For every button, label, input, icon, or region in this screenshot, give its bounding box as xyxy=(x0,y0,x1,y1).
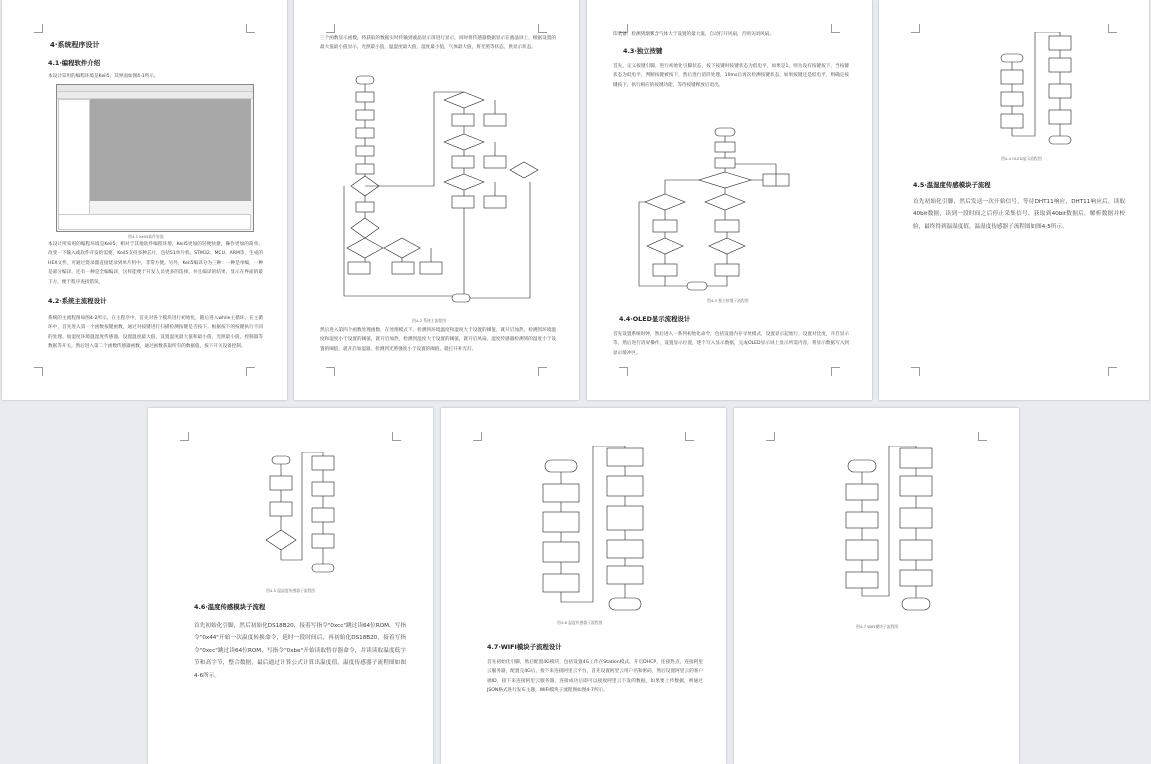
margin-mark xyxy=(246,367,255,376)
document-page-1[interactable] xyxy=(2,0,287,400)
heading: 4.1·编程软件介绍 xyxy=(48,59,101,67)
document-page-2[interactable] xyxy=(294,0,579,400)
menu-bar xyxy=(57,85,253,92)
ds18b20-flowchart xyxy=(537,446,657,616)
build-output-panel xyxy=(58,214,251,230)
margin-mark xyxy=(246,24,255,33)
paragraph: 三个函数显示函数，将获取的数据实时传输到液晶显示屏进行显示，同时将传感器数据显示在液晶屏上，根据设置的最大值最小值显示，光照最小值，温湿度最大值，湿度最小值，气体最大值，将光照等状态，供显示状态。 xyxy=(320,36,556,51)
margin-mark xyxy=(326,367,335,376)
heading: 4.3·独立按键 xyxy=(623,47,663,55)
wifi-flowchart xyxy=(842,446,942,616)
margin-mark xyxy=(911,367,920,376)
heading: 4.5·温湿度传感模块子流程 xyxy=(913,181,991,189)
heading: 4·系统程序设计 xyxy=(50,41,100,49)
margin-mark xyxy=(619,367,628,376)
paragraph: 首先初始化引脚，然后配置4G模块，包括设置4G工作在Station模式，开启DHCP，连接热点，连接阿里云服务器，配置完4G后，接下来连接阿里云平台，首先设置阿里云用户名和密码，然后设置阿里云的客户端ID，接下来连接阿里云服务器，连接成功后即可以接收阿里云下发的数据，如果要上传数据，则通过JSON格式进行发布主题，WIFI模块子流程图如图4-7所示。 xyxy=(487,660,703,694)
editor-area xyxy=(90,99,251,201)
margin-mark xyxy=(766,432,775,441)
margin-mark xyxy=(685,432,694,441)
margin-mark xyxy=(1108,24,1117,33)
main-flowchart xyxy=(334,72,544,308)
paragraph: 本设计采用的编程环境是Keil5，其界面如图4-1所示。 xyxy=(48,74,159,79)
paragraph: 首先初始化引脚，然后初始化DS18B20，接着写指令"0xcc"跳过读64位ROM，写指令"0x44"开始一次温度转换命令，延时一段时间后，再初始化DS18B20，接着写指令"0xcc"跳过读64位ROM，写指令"0xbe"开始读取暂存器命令，并读读取温度低字节和高字节，整合数据，最后通过计算公式计算出温度值，温度传感器子流程图如图4-6所示。 xyxy=(194,623,406,679)
margin-mark xyxy=(911,24,920,33)
document-page-6[interactable] xyxy=(441,408,726,764)
toolbar xyxy=(57,92,253,99)
margin-mark xyxy=(831,367,840,376)
margin-mark xyxy=(34,24,43,33)
paragraph: 首先，定义按键引脚，进行初始化引脚状态，按下按键时按键状态为低电平，如果是1，则为没有按键按下，当按键状态为低电平，判断按键被按下，然后进行消抖处理，10ms后再次检测按键状态，如果按键还是低电平，则确定按键按下，执行相应的按键功能，等待按键释放后退出。 xyxy=(613,64,849,88)
paragraph: 印装备，检测到烟雾含气体大于设置的最大值，自动打开风扇，否则关闭风扇。 xyxy=(613,32,774,37)
keil5-screenshot xyxy=(56,84,254,232)
document-page-4[interactable] xyxy=(879,0,1149,400)
margin-mark xyxy=(326,24,335,33)
heading: 4.6·温度传感模块子流程 xyxy=(194,603,266,611)
margin-mark xyxy=(1108,367,1117,376)
margin-mark xyxy=(34,367,43,376)
figure-caption: 图4-5 温湿度传感器子流程图 xyxy=(266,588,316,593)
figure-caption: 图4-1 Keil5软件界面 xyxy=(128,234,164,239)
paragraph: 首先设置系统时钟，然后进入一系列初始化命令，包括设置内存寻址模式，设置显示起始行，设置对比度，开启显示等，然后进行清屏操作，设置显示位置，逐个写入显示数据，完成OLED显示屏上显示所需内容，将显示数据写入到显示缓冲区。 xyxy=(613,332,849,356)
margin-mark xyxy=(538,367,547,376)
paragraph: 系统的主流程图如图4-2所示。在主程序中，首先对各个模块进行初始化，随后进入while主循环。在主循环中，首先进入第一个函数按键函数，通过对按键进行扫描检测按键是否按下。根据按下的按键执行不同的处理。加湿度环境温湿度传感器，设置温度最大值，设置湿度最大值和最小值，光照最小值，控制器等数据等开关。然后进入第二个函数传感器函数，通过函数获取所有的数据值，按下开关设备控制。 xyxy=(48,316,263,350)
margin-mark xyxy=(180,432,189,441)
document-page-7[interactable] xyxy=(734,408,1019,764)
figure-caption: 图4-3 独立按键子流程图 xyxy=(707,298,749,303)
paragraph: 然后进入第四个函数处理函数，在处理模式下，检测到环境温度和湿度大于设置的阈值，就开启加热，检测到环境温度和湿度小于设置的阈值，就开启加热，检测到湿度大于设置的阈值，就开启风扇。湿度传感器检测到的湿度小于设置的阈值，就开启加湿器，检测到光照强度小于设置的阈值，就打开补光灯。 xyxy=(320,328,556,352)
oled-flowchart xyxy=(997,32,1077,158)
paragraph: 首先初始化引脚，然后发送一次开始信号，等待DHT11响应，DHT11响应后，读取40bit数据，读到一段时间之后停止采集信号，获取到40bit数据后，解析数据并校验，最终得到温湿度值，温湿度传感器子流程图如图4-5所示。 xyxy=(913,199,1125,230)
document-page-5[interactable] xyxy=(148,408,433,764)
key-flowchart xyxy=(635,124,825,294)
heading: 4.4·OLED显示流程设计 xyxy=(619,315,691,323)
figure-caption: 图4-4 OLED显示流程图 xyxy=(1001,156,1042,161)
paragraph: 本设计所采用的编程环境是Keil5，相对于其他软件编程环境，Keil5更加的轻便快捷，操作更加的简单。改变一下输入或软件开发的需要，Keil5支持多种芯片，包括51单片机、STM32、MCU、ARM等，生成的HEX文件，可通过烧录器直接烧录到单片机中，非常方便。另外，Keil5编译分为三种：一种是单编，一种是部分编译，还有一种是全编编译，这样能便于开发人员更多的选择，并且编译的结果，显示在界面的最下方，便于程序查找错误。 xyxy=(48,242,263,285)
margin-mark xyxy=(473,432,482,441)
figure-caption: 图4-6 温度传感器子流程图 xyxy=(557,620,603,625)
margin-mark xyxy=(538,24,547,33)
margin-mark xyxy=(392,432,401,441)
document-page-3[interactable] xyxy=(587,0,872,400)
margin-mark xyxy=(978,432,987,441)
project-panel xyxy=(58,99,90,219)
figure-caption: 图4-2 系统主流程图 xyxy=(412,318,446,323)
heading: 4.2·系统主流程设计 xyxy=(48,297,107,305)
heading: 4.7·WIFI模块子流程设计 xyxy=(487,643,562,651)
figure-caption: 图4-7 WIFI模块子流程图 xyxy=(856,624,899,629)
dht11-flowchart xyxy=(266,452,346,584)
